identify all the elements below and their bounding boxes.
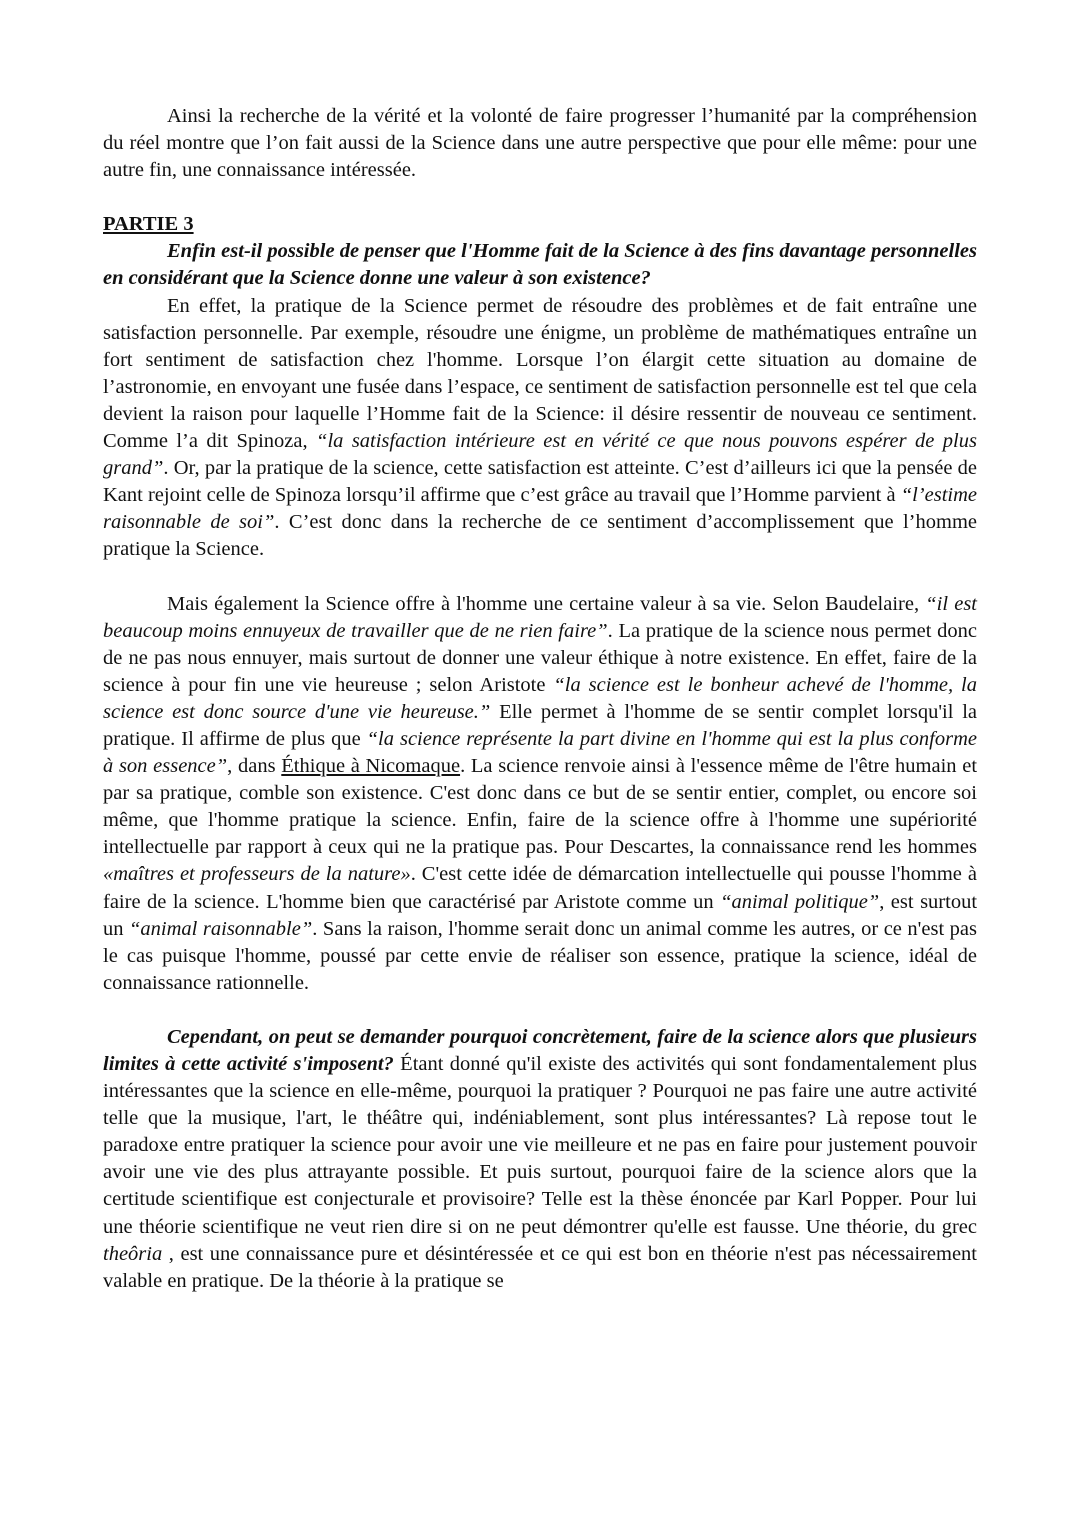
- text-run: En effet, la pratique de la Science permet de résoudre des problèmes et de fait entraîne une satisfaction personnelle. Par exemple, résoudre une énigme, un problème de mathématiques entraîne un fort sentiment de satisfaction chez l'homme. Lorsque l’on élargit cette situation au domaine de l’astronomie, en envoyant une fusée dans l’espace, ce sentiment de satisfaction personnelle est tel que cela devient la raison pour laquelle l’Homme fait de la Science: il désire ressentir de nouveau ce sentiment. Comme l’a dit Spinoza,: [103, 294, 977, 453]
- greek-term: theôria: [103, 1242, 163, 1265]
- paragraph-limites: [103, 1024, 977, 1295]
- quote-baudelaire: “il est beaucoup moins ennuyeux de travailler que de ne rien faire”: [103, 592, 977, 642]
- paragraph-gap: [103, 997, 977, 1024]
- paragraph-gap: [103, 564, 977, 591]
- quote-animal-politique: “animal politique”: [720, 890, 880, 913]
- paragraph-satisfaction: [103, 293, 977, 564]
- text-run: . Sans la raison, l'homme serait donc un animal comme les autres, or ce n'est pas le cas puisque l'homme, poussé par cette envie de réaliser son essence, pratique la science, idéal de connaissance rationnelle.: [103, 917, 977, 994]
- quote-animal-raisonnable: “animal raisonnable”: [129, 917, 313, 940]
- quote-aristote-essence: “la science représente la part divine en l'homme qui est la plus conforme à son essence”: [103, 727, 977, 778]
- text-run: , est surtout un: [103, 890, 978, 940]
- quote-spinoza: “la satisfaction intérieure est en vérité ce que nous pouvons espérer de plus grand”: [103, 430, 977, 480]
- section-heading: PARTIE 3: [103, 213, 194, 236]
- text-run: . La science renvoie ainsi à l'essence même de l'être humain et par sa pratique, comble son existence. C'est donc dans ce but de se sentir entier, complet, ou encore soi même, que l'homme pratique la science. Enfin, faire de la science offre à l'homme une supériorité intellectuelle par rapport à ceux qui ne la pratique pas. Pour Descartes, la connaissance rend les hommes: [103, 755, 978, 859]
- text-run: Elle permet à l'homme de se sentir complet lorsqu'il la pratique. Il affirme de plus que: [103, 700, 977, 750]
- quote-aristote-bonheur: “la science est le bonheur achevé de l'homme, la science est donc source d'une vie heureuse.”: [103, 673, 977, 723]
- paragraph-valeur: [103, 591, 977, 997]
- text-run: , est une connaissance pure et désintéressée et ce qui est bon en théorie n'est pas nécessairement valable en pratique. De la théorie à la pratique se: [103, 1242, 977, 1292]
- text-run: . C’est donc dans la recherche de ce sentiment d’accomplissement que l’homme pratique la Science.: [103, 511, 977, 561]
- quote-descartes: «maîtres et professeurs de la nature»: [103, 863, 411, 886]
- paragraph-intro-text: Ainsi la recherche de la vérité et la volonté de faire progresser l’humanité par la compréhension du réel montre que l’on fait aussi de la Science dans une autre perspective que pour elle même: pour une autre fin, une connaissance intéressée.: [103, 105, 977, 182]
- book-title: Éthique à Nicomaque: [281, 755, 461, 778]
- text-run: Étant donné qu'il existe des activités qui sont fondamentalement plus intéressantes que la science en elle-même, pourquoi la pratiquer ? Pourquoi ne pas faire une autre activité telle que la musique, l'art, le théâtre qui, indéniablement, sont plus intéressantes? Là repose tout le paradoxe entre pratiquer la science pour avoir une vie meilleure et ne pas en faire pour justement pouvoir avoir une vie des plus attrayante possible. Et puis surtout, pourquoi faire de la science alors que la certitude scientifique est conjecturale et provisoire? Telle est la thèse énoncée par Karl Popper. Pour lui une théorie scientifique ne veut rien dire si on ne peut démontrer qu'elle est fausse. Une théorie, du grec: [103, 1053, 977, 1238]
- text-run: . La pratique de la science nous permet donc de ne pas nous ennuyer, mais surtout de donner une valeur éthique à notre existence. En effet, faire de la science à pour fin une vie heureuse ; selon Aristote: [103, 619, 977, 696]
- section-question-text: Enfin est-il possible de penser que l'Homme fait de la Science à des fins davantage personnelles en considérant que la Science donne une valeur à son existence?: [103, 240, 977, 290]
- document-page: [103, 103, 977, 1295]
- paragraph-intro: [103, 103, 977, 184]
- text-run: Mais également la Science offre à l'homme une certaine valeur à sa vie. Selon Baudelaire,: [167, 592, 926, 615]
- quote-kant: “l’estime raisonnable de soi”: [103, 484, 977, 534]
- paragraph-gap: [103, 184, 977, 211]
- text-run: , dans: [227, 755, 282, 778]
- section-question: [103, 238, 977, 292]
- limits-question: Cependant, on peut se demander pourquoi concrètement, faire de la science alors que plusieurs limites à cette activité s'imposent?: [103, 1025, 977, 1075]
- text-run: . Or, par la pratique de la science, cette satisfaction est atteinte. C’est d’ailleurs ici que la pensée de Kant rejoint celle de Spinoza lorsqu’il affirme que c’est grâce au travail que l’Homme parvient à: [103, 457, 977, 507]
- text-run: . C'est cette idée de démarcation intellectuelle qui pousse l'homme à faire de la science. L'homme bien que caractérisé par Aristote comme un: [103, 863, 977, 913]
